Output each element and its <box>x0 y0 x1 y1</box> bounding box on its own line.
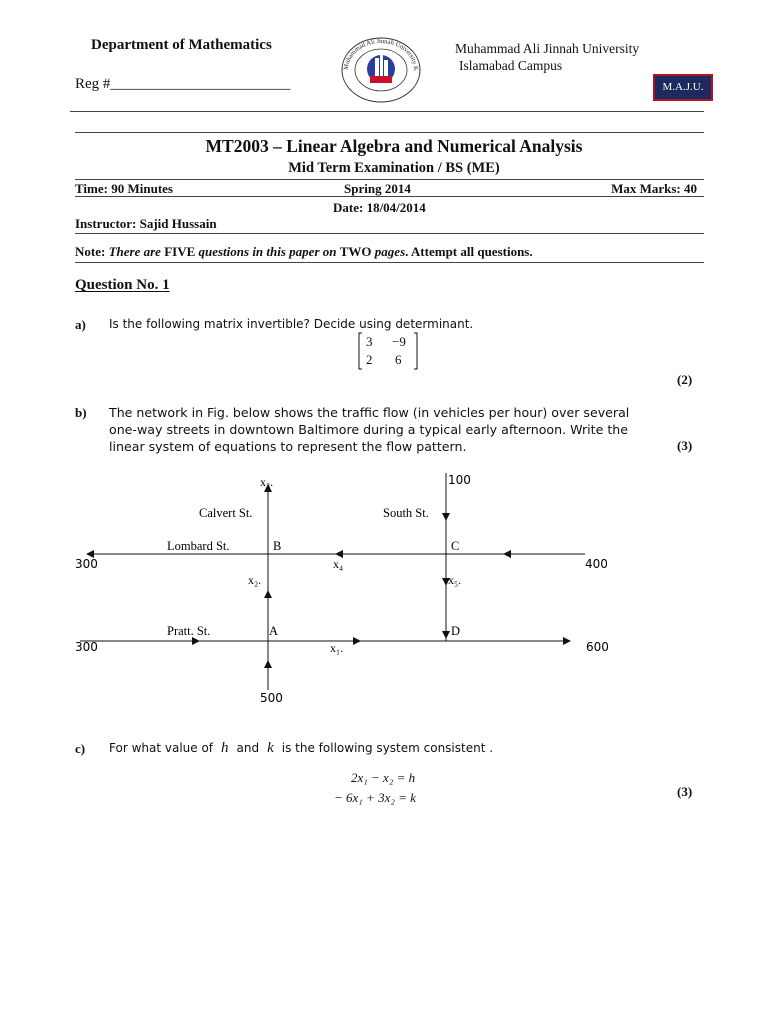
title-rule <box>75 132 704 133</box>
exam-max-marks: Max Marks: 40 <box>611 181 697 196</box>
matrix-r1c1: 3 <box>366 334 373 349</box>
label-x5: x₅. <box>448 573 462 587</box>
course-title: MT2003 – Linear Algebra and Numerical Analysis <box>205 136 583 156</box>
header-rule <box>70 111 704 112</box>
exam-subtitle: Mid Term Examination / BS (ME) <box>288 160 500 176</box>
label-x1: x₁. <box>330 641 344 655</box>
label-lombard: Lombard St. <box>167 539 230 553</box>
label-pratt: Pratt. St. <box>167 624 211 638</box>
department-name: Department of Mathematics <box>91 37 272 53</box>
part-c-and: and <box>236 741 260 755</box>
part-b-marks: (3) <box>677 438 693 453</box>
part-c-label: c) <box>75 741 86 756</box>
part-c-k: k <box>267 740 274 756</box>
label-x3: x₃. <box>260 475 274 489</box>
label-x4: x₄ <box>333 557 344 571</box>
time-rule <box>75 196 704 197</box>
part-b-line-1: The network in Fig. below shows the traffic flow (in vehicles per hour) over several <box>109 405 630 420</box>
label-x2: x₂. <box>248 573 262 587</box>
part-c-marks: (3) <box>677 784 693 799</box>
matrix-r1c2: −9 <box>392 334 406 349</box>
label-B: B <box>273 539 282 553</box>
note-part-6: . Attempt all questions. <box>405 244 533 259</box>
note-part-4: TWO <box>339 244 372 259</box>
label-A: A <box>269 624 279 638</box>
label-500: 500 <box>260 691 283 705</box>
part-a-marks: (2) <box>677 372 693 387</box>
part-b-label: b) <box>75 405 87 420</box>
part-b-text <box>109 404 629 455</box>
note-part-2: FIVE <box>164 244 196 259</box>
campus-name: Islamabad Campus <box>459 58 563 73</box>
note-rule <box>75 262 704 263</box>
seal-text: Muhammad Ali Jinnah University K <box>342 37 420 72</box>
note-part-5: pages <box>374 244 406 259</box>
instructor-rule <box>75 233 704 234</box>
traffic-network-diagram <box>60 465 620 710</box>
question-title: Question No. 1 <box>75 277 170 293</box>
note-part-3: questions in this paper on <box>198 244 337 259</box>
label-100: 100 <box>448 473 471 487</box>
part-a-text: Is the following matrix invertible? Decide using determinant. <box>109 317 474 331</box>
matrix-r2c1: 2 <box>366 352 373 367</box>
university-seal <box>340 36 422 104</box>
label-400: 400 <box>585 557 608 571</box>
subtitle-rule <box>75 179 704 180</box>
exam-note <box>75 244 533 260</box>
label-600: 600 <box>586 640 609 654</box>
note-label: Note: <box>75 244 106 259</box>
exam-date: Date: 18/04/2014 <box>333 200 426 215</box>
label-calvert: Calvert St. <box>199 506 253 520</box>
label-C: C <box>451 539 460 553</box>
exam-semester: Spring 2014 <box>344 181 411 196</box>
part-b-line-3: linear system of equations to represent the flow pattern. <box>109 439 467 454</box>
reg-number-line: Reg #________________________ <box>75 76 291 92</box>
note-part-1: There are <box>108 244 161 259</box>
exam-time: Time: 90 Minutes <box>75 181 173 196</box>
label-D: D <box>451 624 461 638</box>
part-c-text-1: For what value of <box>109 741 214 755</box>
part-a-label: a) <box>75 317 86 332</box>
label-300-top: 300 <box>75 557 98 571</box>
matrix <box>357 332 419 370</box>
part-c-h: h <box>221 740 229 756</box>
maju-badge <box>653 74 713 101</box>
equation-2: − 6x₁ + 3x₂ = k <box>334 790 416 805</box>
matrix-r2c2: 6 <box>395 352 402 367</box>
label-300-bottom: 300 <box>75 640 98 654</box>
maju-badge-text: M.A.J.U. <box>662 81 704 93</box>
equation-1: 2x₁ − x₂ = h <box>351 770 416 785</box>
label-south: South St. <box>383 506 429 520</box>
exam-instructor: Instructor: Sajid Hussain <box>75 216 217 231</box>
seal-year: 1998 <box>377 82 385 87</box>
part-c-text-2: is the following system consistent . <box>281 741 494 755</box>
university-name: Muhammad Ali Jinnah University <box>455 41 640 56</box>
part-c-text <box>109 740 493 757</box>
part-b-line-2: one-way streets in downtown Baltimore during a typical early afternoon. Write the <box>109 422 629 437</box>
